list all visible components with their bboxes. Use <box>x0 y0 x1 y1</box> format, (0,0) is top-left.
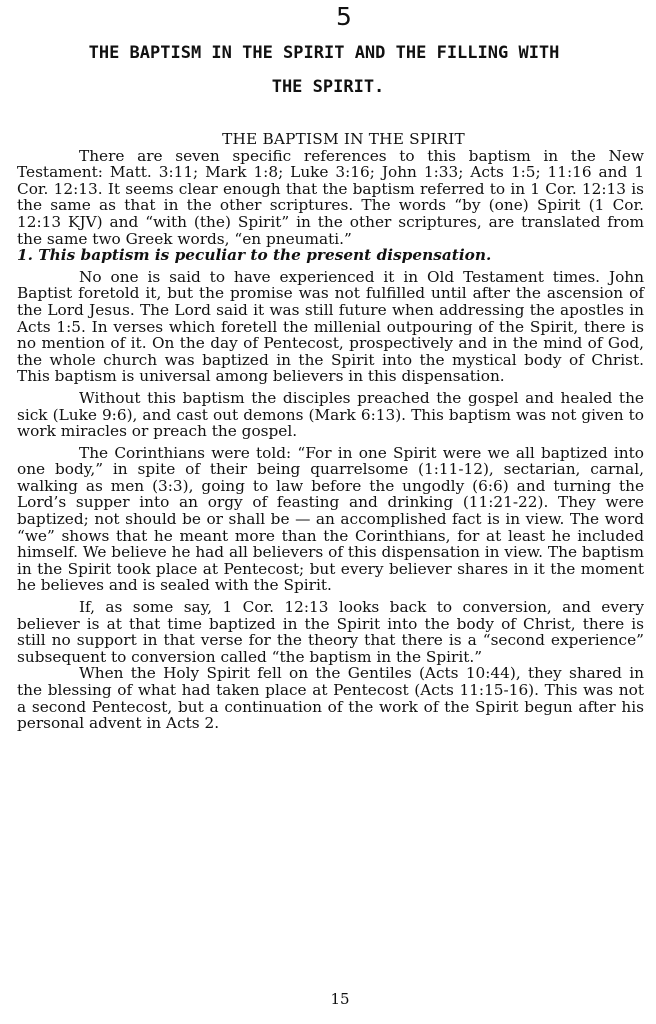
chapter-number: 5 <box>336 2 352 31</box>
paragraph-1: There are seven specific references to this baptism in the New Testament: Matt. 3:11; Mark 1:8; Luke 3:16; John 1:33; Acts 1:5; 11:16 and 1 Cor. 12:13. It seems clear enough that the baptism referred to in 1 Cor. 12:13 is the same as that in the other scriptures. The words “by (one) Spirit (1 Cor. 12:13 KJV) and “with (the) Spirit” in the other scriptures, are translated from the same two Greek words, “en pneumati.” <box>17 146 644 248</box>
chapter-title-line-1: THE BAPTISM IN THE SPIRIT AND THE FILLING WITH <box>88 43 560 63</box>
paragraph-3: Without this baptism the disciples preached the gospel and healed the sick (Luke 9:6), and cast out demons (Mark 6:13). This baptism was not given to work miracles or preach the gospel. <box>17 388 644 441</box>
paragraph-2: No one is said to have experienced it in Old Testament times. John Baptist foretold it, but the promise was not fulfilled until after the ascension of the Lord Jesus. The Lord said it was still future when addressing the apostles in Acts 1:5. In verses which foretell the millenial outpouring of the Spirit, there is no mention of it. On the day of Pentecost, prospectively and in the mind of God, the whole church was baptized in the Spirit into the mystical body of Christ. This baptism is universal among believers in this dispensation. <box>17 267 644 386</box>
point-heading-1: 1. This baptism is peculiar to the present dispensation. <box>17 246 492 265</box>
chapter-title <box>0 36 656 104</box>
paragraph-6: When the Holy Spirit fell on the Gentiles (Acts 10:44), they shared in the blessing of what had taken place at Pentecost (Acts 11:15-16). This was not a second Pentecost, but a continuation of the work of the Spirit begun after his personal advent in Acts 2. <box>17 664 644 733</box>
page-number: 15 <box>330 990 350 1008</box>
paragraph-5: If, as some say, 1 Cor. 12:13 looks back to conversion, and every believer is at that time baptized in the Spirit into the body of Christ, there is still no support in that verse for the theory that there is a “second experience” subsequent to conversion called “the baptism in the Spirit.” <box>17 598 644 666</box>
section-heading: THE BAPTISM IN THE SPIRIT <box>222 130 465 148</box>
paragraph-4: The Corinthians were told: “For in one Spirit were we all baptized into one body,” in spite of their being quarrelsome (1:11-12), sectarian, carnal, walking as men (3:3), going to law before the ungodly (6:6) and turning the Lord’s supper into an orgy of feasting and drinking (11:21-22). They were baptized; not should be or shall be — an accomplished fact is in view. The word “we” shows that he meant more than the Corinthians, for at least he included himself. We believe he had all believers of this dispensation in view. The baptism in the Spirit took place at Pentecost; but every believer shares in it the moment he believes and is sealed with the Spirit. <box>17 443 644 595</box>
section-baptism-in-spirit <box>17 131 644 732</box>
chapter-title-line-2: THE SPIRIT. <box>271 77 385 97</box>
